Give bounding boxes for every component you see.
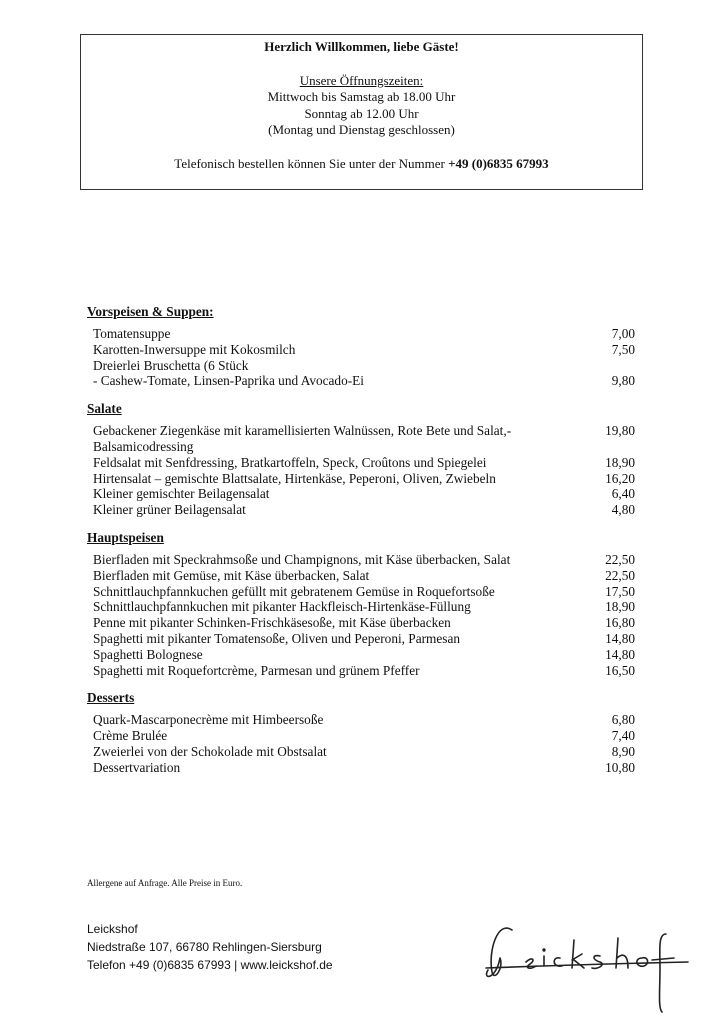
section-title: Hauptspeisen: [87, 529, 164, 545]
item-price: 14,80: [605, 630, 635, 646]
item-price: 7,40: [611, 728, 635, 744]
item-name: Feldsalat mit Senfdressing, Bratkartoffeln, Speck, Croûtons und Spiegelei: [93, 454, 487, 470]
section-title: Vorspeisen & Suppen:: [87, 304, 214, 319]
menu-item: [87, 631, 635, 647]
item-price: 8,90: [611, 743, 635, 759]
menu-item: [87, 744, 635, 760]
item-name: Spaghetti mit pikanter Tomatensoße, Oliven und Peperoni, Parmesan: [93, 630, 461, 646]
address-block: [87, 920, 333, 974]
hours-sunday: Sonntag ab 12.00 Uhr: [304, 105, 419, 121]
hours-weekdays: Mittwoch bis Samstag ab 18.00 Uhr: [267, 89, 456, 104]
menu-item: [87, 584, 635, 600]
item-name: Dessertvariation: [93, 759, 181, 775]
item-name: Bierfladen mit Speckrahmsoße und Champignons, mit Käse überbacken, Salat: [93, 551, 511, 567]
item-price: 16,80: [605, 615, 635, 631]
menu-item: [87, 568, 635, 584]
item-name: Kleiner gemischter Beilagensalat: [93, 486, 270, 502]
item-name: Spaghetti Bolognese: [93, 646, 203, 662]
menu-item: [87, 342, 635, 358]
company-name: Leickshof: [87, 922, 138, 936]
menu-item: [87, 615, 635, 631]
item-price: 6,40: [611, 486, 635, 502]
phone-number: +49 (0)6835 67993: [448, 155, 549, 171]
menu-item: [87, 455, 635, 471]
menu-item: [87, 552, 635, 568]
item-name: Dreierlei Bruschetta (6 Stück: [93, 357, 249, 373]
item-price: 10,80: [605, 759, 635, 775]
menu-item: [87, 326, 635, 342]
item-price: 7,00: [611, 326, 635, 341]
menu-item: [87, 728, 635, 744]
item-price: 6,80: [611, 712, 635, 728]
item-price: 16,20: [605, 470, 635, 486]
item-name: Zweierlei von der Schokolade mit Obstsalat: [93, 743, 327, 759]
item-name: Kleiner grüner Beilagensalat: [93, 502, 246, 518]
item-name: Tomatensuppe: [93, 326, 171, 341]
menu-section: [87, 529, 635, 678]
menu-item: [87, 502, 635, 518]
menu-item: [87, 712, 635, 728]
item-price: 9,80: [611, 373, 635, 389]
street-address: Niedstraße 107, 66780 Rehlingen-Siersburg: [87, 940, 322, 954]
section-title: Salate: [87, 401, 122, 417]
phone-order-text: Telefonisch bestellen können Sie unter der Nummer: [174, 155, 445, 171]
item-price: 22,50: [605, 567, 635, 583]
menu-item: [87, 760, 635, 776]
item-name: Penne mit pikanter Schinken-Frischkäsesoße, mit Käse überbacken: [93, 615, 451, 631]
section-title: Desserts: [87, 690, 135, 706]
item-name: Spaghetti mit Roquefortcrème, Parmesan und grünem Pfeffer: [93, 662, 420, 678]
menu-item: [87, 663, 635, 679]
hours-closed: (Montag und Dienstag geschlossen): [268, 122, 455, 137]
menu-item: [87, 471, 635, 487]
item-price: 22,50: [605, 551, 635, 567]
item-name: Quark-Mascarponecrème mit Himbeersoße: [93, 712, 324, 728]
item-price: 18,90: [605, 599, 635, 615]
menu-section: [87, 400, 635, 518]
menu-item: [87, 358, 635, 374]
menu-item: [87, 373, 635, 389]
item-price: 17,50: [605, 583, 635, 599]
item-name: Schnittlauchpfannkuchen gefüllt mit gebratenem Gemüse in Roquefortsoße: [93, 583, 495, 599]
item-name: Bierfladen mit Gemüse, mit Käse überbacken, Salat: [93, 567, 370, 583]
item-price: 16,50: [605, 662, 635, 678]
item-name: Karotten-Inwersuppe mit Kokosmilch: [93, 341, 296, 357]
item-price: 14,80: [605, 646, 635, 662]
opening-hours-title: Unsere Öffnungszeiten:: [299, 72, 424, 88]
item-name: - Cashew-Tomate, Linsen-Paprika und Avocado-Ei: [93, 373, 364, 389]
item-price: 18,90: [605, 454, 635, 470]
phone-order-line: [81, 156, 642, 173]
item-price: 19,80: [605, 423, 635, 439]
signature-logo: [478, 910, 698, 1015]
item-name: Crème Brulée: [93, 728, 168, 744]
item-name: Schnittlauchpfannkuchen mit pikanter Hackfleisch-Hirtenkäse-Füllung: [93, 599, 471, 615]
menu-item: [87, 423, 635, 455]
opening-hours-box: [80, 34, 643, 190]
menu-item: [87, 486, 635, 502]
menu-list: [87, 303, 635, 787]
item-name: Hirtensalat – gemischte Blattsalate, Hirtenkäse, Peperoni, Oliven, Zwiebeln: [93, 470, 496, 486]
menu-section: [87, 303, 635, 389]
welcome-heading: Herzlich Willkommen, liebe Gäste!: [264, 39, 459, 54]
item-name: Gebackener Ziegenkäse mit karamellisierten Walnüssen, Rote Bete und Salat,-Balsamicodressing: [93, 423, 512, 454]
contact-line: Telefon +49 (0)6835 67993 | www.leickshof.de: [87, 958, 333, 972]
menu-item: [87, 599, 635, 615]
allergen-note: Allergene auf Anfrage. Alle Preise in Euro.: [87, 878, 243, 888]
menu-item: [87, 647, 635, 663]
menu-section: [87, 689, 635, 775]
item-price: 4,80: [611, 502, 635, 518]
item-price: 7,50: [611, 341, 635, 357]
